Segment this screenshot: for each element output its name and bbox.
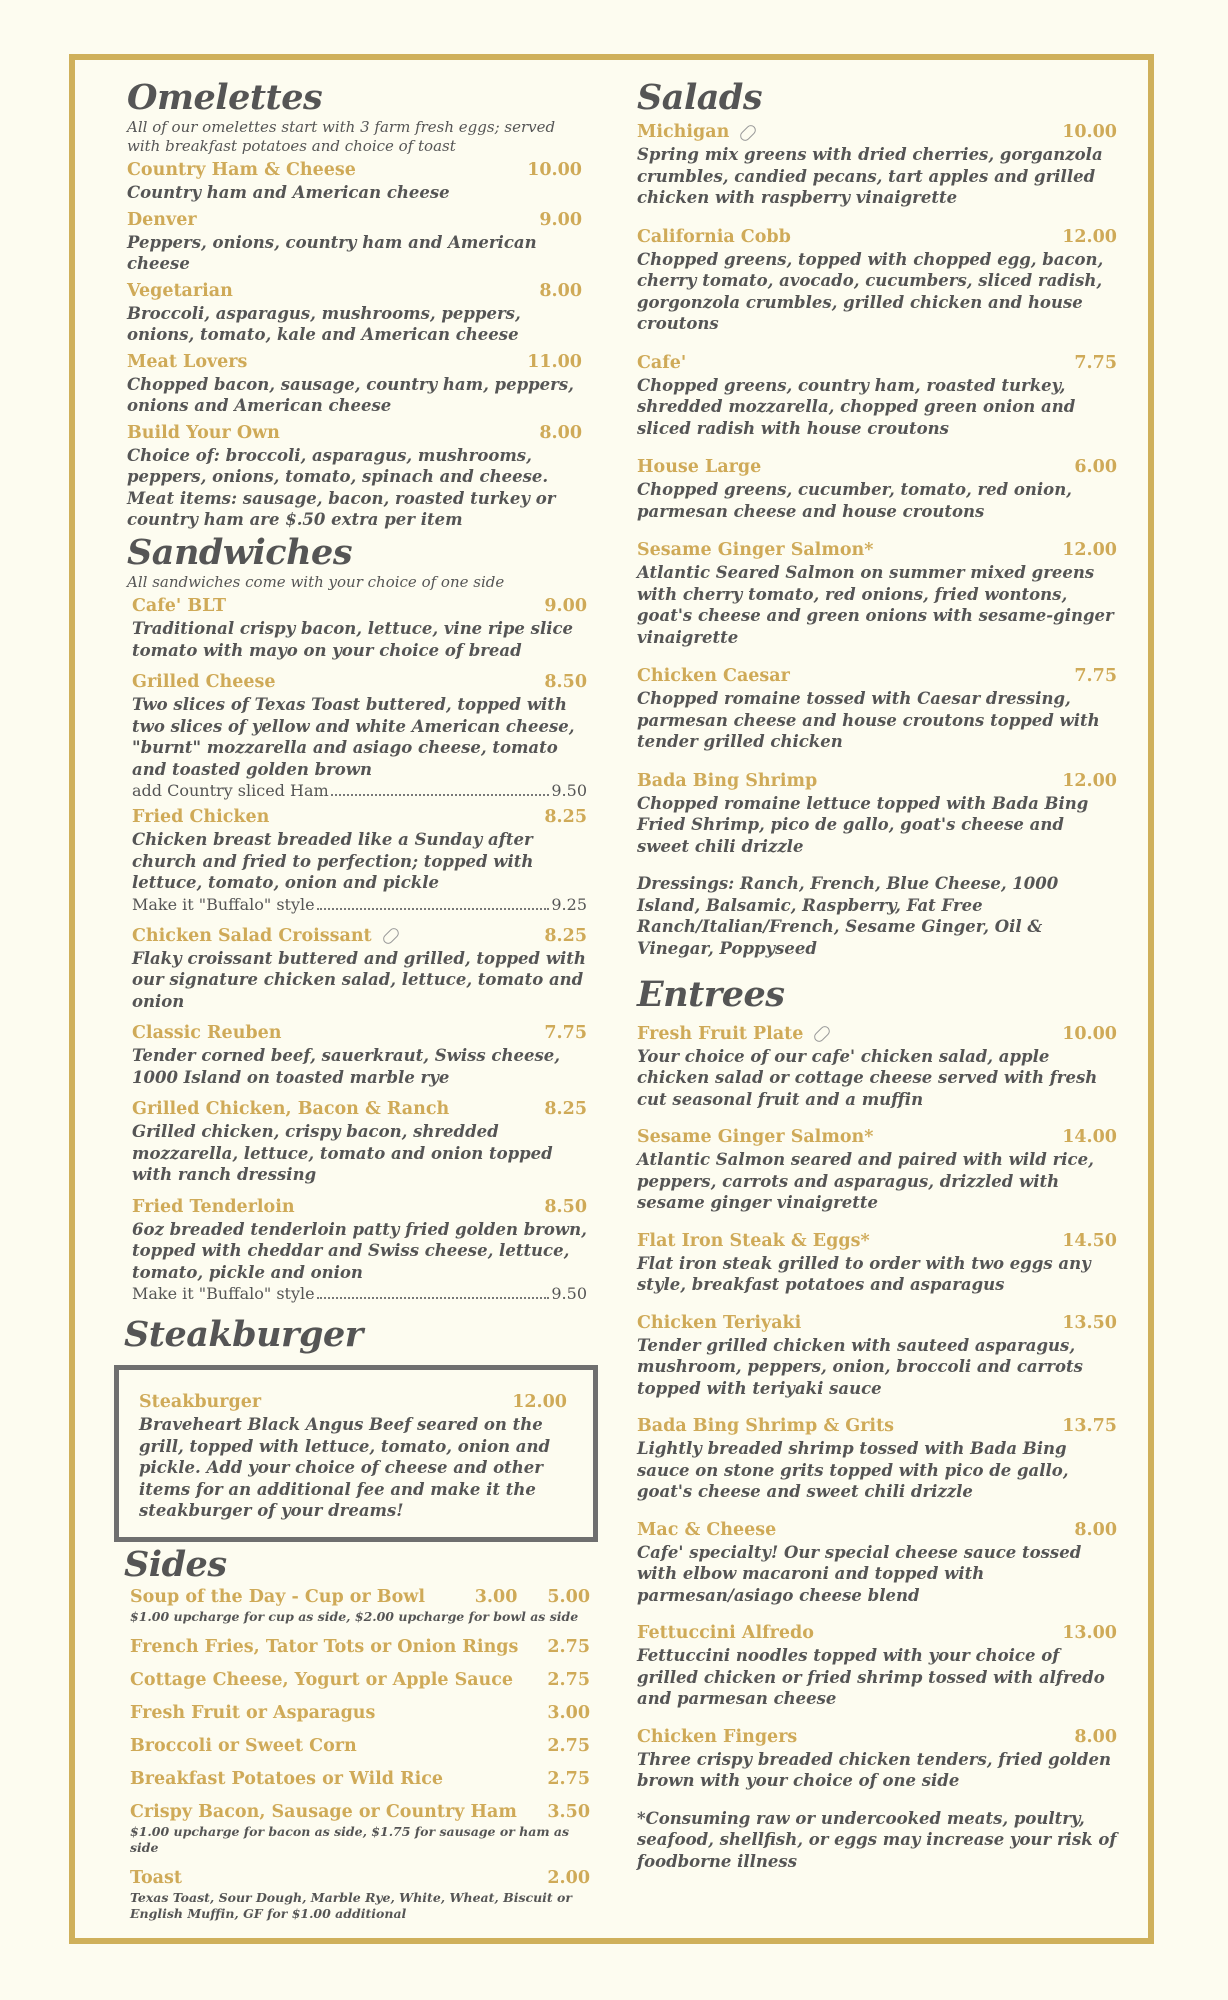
item-description: Spring mix greens with dried cherries, gorganzola crumbles, candied pecans, tart apples and grilled chicken with raspberry vinaigrette [637,145,1103,208]
item-description: Flaky croissant buttered and grilled, topped with our signature chicken salad, lettuce, tomato and onion [132,948,586,1011]
sandwiches-section [127,533,587,1304]
item-name: Classic Reuben [132,1023,282,1043]
side-item [130,1866,594,1922]
item-description: Your choice of our cafe' chicken salad, apple chicken salad or cottage cheese served with fresh cut seasonal fruit and a muffin [637,1046,1098,1109]
side-item [130,1585,594,1625]
dot-leader [331,780,550,796]
item-description: Choice of: broccoli, asparagus, mushrooms, peppers, onions, tomato, spinach and cheese. Meat items: sausage, bacon, roasted turkey or country ham are $.50 extra per item [127,445,556,530]
menu-item [637,225,1117,335]
item-description: Fettuccini noodles topped with your choice of grilled chicken or fried shrimp tossed with alfredo and parmesan cheese [637,1646,1105,1708]
item-name: Cottage Cheese, Yogurt or Apple Sauce [130,1670,514,1691]
side-item [130,1767,594,1791]
item-name [132,924,400,948]
item-price: 7.75 [1074,352,1117,373]
item-name: Steakburger [139,1392,262,1412]
menu-item [637,664,1117,753]
right-column [637,78,1117,1872]
menu-item [132,1097,587,1186]
item-price: 2.75 [547,1736,590,1757]
item-name: House Large [637,457,762,478]
item-price: 9.00 [539,209,582,230]
menu-item [637,1518,1117,1607]
menu-item [637,1229,1117,1296]
item-price: 7.75 [1074,666,1117,687]
salads-section [637,78,1117,959]
item-name: Chicken Caesar [637,666,790,687]
item-description: Broccoli, asparagus, mushrooms, peppers, onions, tomato, kale and American cheese [127,303,521,345]
menu-item [132,805,587,915]
item-name-text: Michigan [637,122,730,143]
item-price: 8.25 [544,1099,587,1119]
menu-item [127,350,587,417]
omelettes-title: Omelettes [127,77,323,118]
dressings-list: Dressings: Ranch, French, Blue Cheese, 1000 Island, Balsamic, Raspberry, Fat Free Ranch/Italian/French, Sesame Ginger, Oil & Vinegar, Poppyseed [637,874,1059,958]
item-description: Chopped bacon, sausage, country ham, peppers, onions and American cheese [127,374,574,416]
item-name: Fried Tenderloin [132,1196,295,1217]
item-name: Cafe' [637,352,687,373]
side-note: $1.00 upcharge for cup as side, $2.00 upcharge for bowl as side [130,1609,579,1625]
item-name: Sesame Ginger Salmon* [637,1127,874,1147]
menu-item [127,279,587,346]
food-safety-disclaimer: *Consuming raw or undercooked meats, poultry, seafood, shellfish, or eggs may increase your risk of foodborne illness [637,1808,1117,1871]
item-description: Chicken breast breaded like a Sunday after church and fried to perfection; topped with lettuce, tomato, onion and pickle [132,830,534,892]
item-name: Grilled Cheese [132,672,276,692]
menu-item [132,1021,587,1088]
left-column [127,78,587,1304]
menu-item [132,1195,587,1305]
addon-label: Make it "Buffalo" style [132,1284,315,1303]
item-name: Fried Chicken [132,807,270,827]
item-name [637,1022,831,1046]
item-price: 9.00 [544,596,587,616]
entrees-section [637,975,1117,1872]
sides-title: Sides [124,1544,227,1585]
item-price: 14.00 [1062,1127,1117,1147]
item-description: 6oz breaded tenderloin patty fried golden brown, topped with cheddar and Swiss cheese, lettuce, tomato, pickle and onion [132,1219,587,1282]
menu-item [637,1125,1117,1214]
item-price: 2.75 [547,1769,590,1790]
item-price: 10.00 [1062,122,1117,143]
menu-item [637,1414,1117,1503]
side-note: $1.00 upcharge for bacon as side, $1.75 for sausage or ham as side [130,1824,570,1856]
item-price: 8.00 [539,280,582,301]
item-name: Build Your Own [127,422,280,443]
item-name: Chicken Teriyaki [637,1312,802,1333]
side-note: Texas Toast, Sour Dough, Marble Rye, White, Wheat, Biscuit or English Muffin, GF for $1.00 additional [130,1890,572,1922]
item-price: 8.25 [544,925,587,946]
item-price: 13.00 [1062,1623,1117,1643]
addon-line [132,894,587,915]
item-name: Denver [127,209,197,230]
item-price: 12.00 [1062,540,1117,561]
addon-price: 9.25 [551,894,587,914]
item-price: 6.00 [1074,457,1117,478]
side-item [130,1701,594,1725]
menu-item [637,538,1117,648]
menu-item [127,208,587,275]
salads-title: Salads [637,77,763,118]
item-price: 8.50 [544,672,587,692]
item-description: Flat iron steak grilled to order with two eggs any style, breakfast potatoes and asparagus [637,1253,1091,1294]
item-description: Chopped greens, topped with chopped egg, bacon, cherry tomato, avocado, cucumbers, sliced radish, gorgonzola crumbles, grilled chicken and house croutons [637,249,1104,334]
item-name: Soup of the Day - Cup or Bowl [130,1587,425,1608]
item-name: Toast [130,1868,182,1889]
item-price: 8.00 [1074,1519,1117,1540]
item-name: Country Ham & Cheese [127,160,356,181]
item-description: Braveheart Black Angus Beef seared on the grill, topped with lettuce, tomato, onion and pickle. Add your choice of cheese and other items for an additional fee and make it the steakburger of your dreams! [139,1415,551,1520]
item-name: Vegetarian [127,280,233,301]
item-description: Cafe' specialty! Our special cheese sauce tossed with elbow macaroni and topped with parmesan/asiago cheese blend [637,1542,1082,1605]
item-price: 12.00 [1062,770,1117,791]
steakburger-box [114,1365,598,1542]
item-name: Flat Iron Steak & Eggs* [637,1230,870,1251]
menu-item [637,1311,1117,1400]
item-description: Lightly breaded shrimp tossed with Bada Bing sauce on stone grits topped with pico de gallo, goat's cheese and sweet chili drizzle [637,1439,1069,1501]
menu-item [127,421,587,531]
item-name: Breakfast Potatoes or Wild Rice [130,1769,444,1790]
item-description: Country ham and American cheese [127,183,450,203]
item-price: 13.75 [1062,1416,1117,1436]
item-price: 13.50 [1062,1312,1117,1333]
item-price: 8.25 [544,807,587,827]
menu-item [637,1725,1117,1792]
item-price: 2.75 [547,1637,590,1658]
sandwiches-note: All sandwiches come with your choice of one side [127,573,505,591]
item-name-text: Chicken Salad Croissant [132,925,372,946]
item-name: Mac & Cheese [637,1519,777,1540]
item-name [637,120,757,144]
item-name-text: Fresh Fruit Plate [637,1023,804,1044]
item-price: 14.50 [1062,1230,1117,1251]
item-price: 2.75 [547,1670,590,1691]
item-description: Chopped greens, cucumber, tomato, red onion, parmesan cheese and house croutons [637,480,1072,521]
addon-label: add Country sliced Ham [132,781,329,800]
item-price: 12.00 [1062,226,1117,247]
item-price: 10.00 [527,160,582,181]
item-name: French Fries, Tator Tots or Onion Rings [130,1637,519,1658]
item-name: Broccoli or Sweet Corn [130,1736,357,1757]
item-description: Tender corned beef, sauerkraut, Swiss cheese, 1000 Island on toasted marble rye [132,1046,561,1087]
item-name: Grilled Chicken, Bacon & Ranch [132,1099,450,1119]
addon-line [132,1283,587,1304]
sides-section [124,1545,594,1922]
item-name: Fettuccini Alfredo [637,1623,814,1643]
dot-leader [317,1283,550,1299]
menu-item [637,769,1117,858]
item-description: Two slices of Texas Toast buttered, topped with two slices of yellow and white American cheese, "burnt" mozzarella and asiago cheese, tomato and toasted golden brown [132,695,575,779]
side-item [130,1800,594,1856]
item-name: Bada Bing Shrimp & Grits [637,1416,895,1436]
sandwiches-title: Sandwiches [127,531,353,573]
item-name: Crispy Bacon, Sausage or Country Ham [130,1802,517,1823]
paperclip-icon [738,123,758,143]
bowl-price: 5.00 [547,1587,590,1608]
item-description: Atlantic Salmon seared and paired with wild rice, peppers, carrots and asparagus, drizzled with sesame ginger vinaigrette [637,1150,1094,1212]
addon-price: 9.50 [551,1284,587,1303]
side-item [130,1635,594,1659]
item-price: 7.75 [544,1023,587,1043]
item-description: Grilled chicken, crispy bacon, shredded mozzarella, lettuce, tomato and onion topped with ranch dressing [132,1122,553,1184]
item-description: Traditional crispy bacon, lettuce, vine ripe slice tomato with mayo on your choice of bread [132,619,574,660]
item-description: Tender grilled chicken with sauteed asparagus, mushroom, peppers, onion, broccoli and carrots topped with teriyaki sauce [637,1335,1083,1398]
item-name: Sesame Ginger Salmon* [637,540,874,561]
menu-item [132,924,587,1013]
entrees-title: Entrees [637,974,785,1016]
omelettes-section [127,78,587,531]
item-price: 10.00 [1062,1023,1117,1044]
item-description: Three crispy breaded chicken tenders, fried golden brown with your choice of one side [637,1749,1111,1790]
item-name: Meat Lovers [127,351,248,372]
item-price: 8.00 [1074,1726,1117,1747]
item-name: Cafe' BLT [132,596,227,616]
cup-price: 3.00 [474,1587,518,1608]
menu-item [637,1022,1117,1111]
paperclip-icon [812,1024,832,1044]
item-name: Bada Bing Shrimp [637,770,818,791]
item-description: Peppers, onions, country ham and American cheese [127,232,537,274]
item-description: Chopped romaine lettuce topped with Bada Bing Fried Shrimp, pico de gallo, goat's cheese and sweet chili drizzle [637,793,1089,856]
item-description: Atlantic Seared Salmon on summer mixed greens with cherry tomato, red onions, fried wontons, goat's cheese and green onions with sesame-ginger vinaigrette [637,563,1114,647]
paperclip-icon [381,926,401,946]
item-price: 12.00 [512,1392,567,1412]
side-item [130,1668,594,1692]
addon-price: 9.50 [551,781,587,800]
menu-item [637,1621,1117,1710]
addon-line [132,780,587,801]
item-price: 3.00 [547,1703,590,1724]
addon-label: Make it "Buffalo" style [132,894,315,914]
menu-item [637,351,1117,440]
item-price: 2.00 [547,1868,590,1889]
side-item [130,1734,594,1758]
menu-item [637,455,1117,522]
omelettes-note: All of our omelettes start with 3 farm fresh eggs; served with breakfast potatoes and choice of toast [127,118,556,156]
dot-leader [317,894,550,910]
menu-item [637,120,1117,209]
item-description: Chopped romaine tossed with Caesar dressing, parmesan cheese and house croutons topped with tender grilled chicken [637,689,1100,752]
item-name: Fresh Fruit or Asparagus [130,1703,376,1724]
item-name: California Cobb [637,226,791,247]
menu-item [132,594,587,661]
item-price: 11.00 [527,351,582,372]
item-price: 8.50 [544,1196,587,1217]
steakburger-title: Steakburger [124,1314,363,1355]
item-price: 8.00 [539,422,582,443]
item-name: Chicken Fingers [637,1726,798,1747]
menu-item [127,158,587,204]
menu-item [132,670,587,801]
item-price: 3.50 [547,1802,590,1823]
item-description: Chopped greens, country ham, roasted turkey, shredded mozzarella, chopped green onion and sliced radish with house croutons [637,375,1076,438]
